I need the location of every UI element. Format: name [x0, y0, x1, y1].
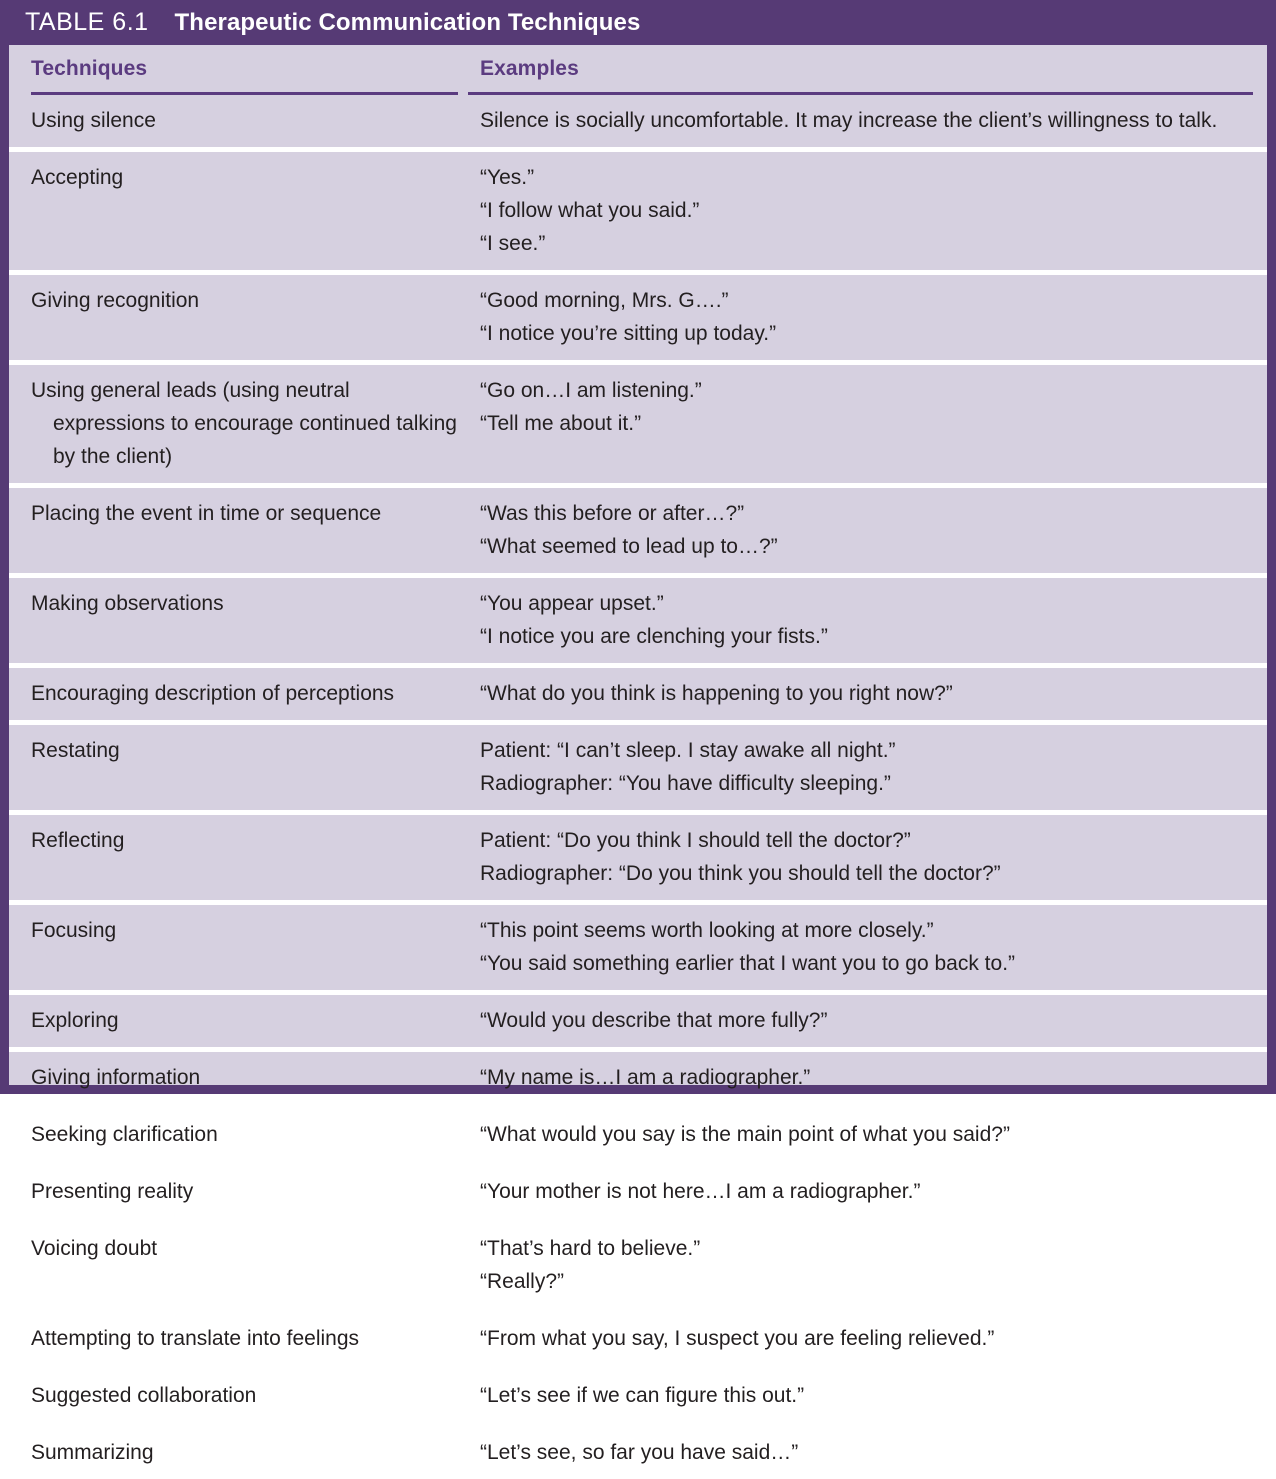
example-cell [468, 95, 1267, 150]
table-row [9, 1311, 1267, 1368]
table-row [9, 1050, 1267, 1107]
technique-cell [9, 1311, 468, 1368]
technique-line: Seeking clarification [31, 1118, 458, 1151]
example-cell [468, 1368, 1267, 1425]
techniques-table [9, 45, 1267, 1479]
example-line: “Yes.” [480, 161, 1249, 194]
table-number: TABLE 6.1 [25, 10, 149, 35]
table-caption: Therapeutic Communication Techniques [175, 11, 641, 35]
example-cell [468, 1107, 1267, 1164]
example-cell [468, 1221, 1267, 1311]
example-line: “I notice you are clenching your fists.” [480, 620, 1249, 653]
example-line: “That’s hard to believe.” [480, 1232, 1249, 1265]
example-line: “You said something earlier that I want you to go back to.” [480, 947, 1249, 980]
technique-cell [9, 273, 468, 363]
technique-cell [9, 1368, 468, 1425]
example-line: “Go on…I am listening.” [480, 374, 1249, 407]
technique-cell [9, 1221, 468, 1311]
example-line: Radiographer: “You have difficulty sleeping.” [480, 767, 1249, 800]
table-row [9, 666, 1267, 723]
example-line: “You appear upset.” [480, 587, 1249, 620]
technique-line: Presenting reality [31, 1175, 458, 1208]
example-line: “Really?” [480, 1265, 1249, 1298]
table-body-frame [0, 45, 1276, 1094]
technique-cell [9, 1164, 468, 1221]
example-cell [468, 993, 1267, 1050]
example-cell [468, 1164, 1267, 1221]
technique-line: Restating [31, 734, 458, 767]
example-cell [468, 363, 1267, 486]
technique-line: Encouraging description of perceptions [31, 677, 458, 710]
table-row [9, 273, 1267, 363]
example-cell [468, 486, 1267, 576]
technique-cell [9, 993, 468, 1050]
table-row [9, 1164, 1267, 1221]
table-row [9, 576, 1267, 666]
technique-cell [9, 1425, 468, 1479]
table-row [9, 1425, 1267, 1479]
technique-line: Placing the event in time or sequence [31, 497, 458, 530]
column-header-cell-techniques [9, 45, 468, 95]
technique-cell [9, 1107, 468, 1164]
example-cell [468, 1050, 1267, 1107]
table-title-bar [0, 0, 1276, 45]
example-line: “Would you describe that more fully?” [480, 1004, 1249, 1037]
example-line: Radiographer: “Do you think you should tell the doctor?” [480, 857, 1249, 890]
technique-line: Giving recognition [31, 284, 458, 317]
technique-line: Making observations [31, 587, 458, 620]
table-body [9, 45, 1267, 1479]
example-line: “What seemed to lead up to…?” [480, 530, 1249, 563]
column-header-label-techniques: Techniques [31, 57, 147, 81]
technique-line: Using silence [31, 104, 458, 137]
example-line: “I see.” [480, 227, 1249, 260]
example-line: “Let’s see, so far you have said…” [480, 1436, 1249, 1469]
table-row [9, 150, 1267, 273]
technique-line: Voicing doubt [31, 1232, 458, 1265]
table-row [9, 1221, 1267, 1311]
technique-cell [9, 363, 468, 486]
table-row [9, 993, 1267, 1050]
technique-cell [9, 813, 468, 903]
example-line: “Was this before or after…?” [480, 497, 1249, 530]
example-line: “My name is…I am a radiographer.” [480, 1061, 1249, 1094]
example-line: “From what you say, I suspect you are feeling relieved.” [480, 1322, 1249, 1355]
technique-line: Reflecting [31, 824, 458, 857]
technique-cell [9, 723, 468, 813]
example-cell [468, 666, 1267, 723]
technique-cell [9, 95, 468, 150]
example-line: “What would you say is the main point of what you said?” [480, 1118, 1249, 1151]
technique-line: Suggested collaboration [31, 1379, 458, 1412]
technique-line: Focusing [31, 914, 458, 947]
example-cell [468, 273, 1267, 363]
example-cell [468, 1425, 1267, 1479]
technique-cell [9, 486, 468, 576]
example-cell [468, 150, 1267, 273]
technique-cell [9, 666, 468, 723]
table-row [9, 486, 1267, 576]
technique-cell [9, 1050, 468, 1107]
example-line: “Good morning, Mrs. G….” [480, 284, 1249, 317]
example-line: Patient: “Do you think I should tell the doctor?” [480, 824, 1249, 857]
table-row [9, 723, 1267, 813]
technique-cell [9, 903, 468, 993]
example-line: “Tell me about it.” [480, 407, 1249, 440]
example-line: “I follow what you said.” [480, 194, 1249, 227]
technique-cell [9, 576, 468, 666]
column-header-label-examples: Examples [480, 57, 579, 81]
technique-line: Exploring [31, 1004, 458, 1037]
table-row [9, 1107, 1267, 1164]
column-header-row [9, 45, 1267, 95]
example-line: “Your mother is not here…I am a radiographer.” [480, 1175, 1249, 1208]
technique-line: Accepting [31, 161, 458, 194]
table-row [9, 1368, 1267, 1425]
example-cell [468, 813, 1267, 903]
example-cell [468, 576, 1267, 666]
example-cell [468, 723, 1267, 813]
example-line: “Let’s see if we can figure this out.” [480, 1379, 1249, 1412]
technique-line: Giving information [31, 1061, 458, 1094]
technique-line: Summarizing [31, 1436, 458, 1469]
example-cell [468, 903, 1267, 993]
example-line: “This point seems worth looking at more closely.” [480, 914, 1249, 947]
column-header-cell-examples [468, 45, 1267, 95]
example-line: “What do you think is happening to you right now?” [480, 677, 1249, 710]
example-line: “I notice you’re sitting up today.” [480, 317, 1249, 350]
table-row [9, 95, 1267, 150]
technique-line: Attempting to translate into feelings [31, 1322, 458, 1355]
table-row [9, 813, 1267, 903]
table-row [9, 363, 1267, 486]
technique-line: Using general leads (using neutral expressions to encourage continued talking by the client) [31, 374, 458, 473]
example-line: Patient: “I can’t sleep. I stay awake all night.” [480, 734, 1249, 767]
table-row [9, 903, 1267, 993]
technique-cell [9, 150, 468, 273]
example-cell [468, 1311, 1267, 1368]
example-line: Silence is socially uncomfortable. It may increase the client’s willingness to talk. [480, 104, 1249, 137]
